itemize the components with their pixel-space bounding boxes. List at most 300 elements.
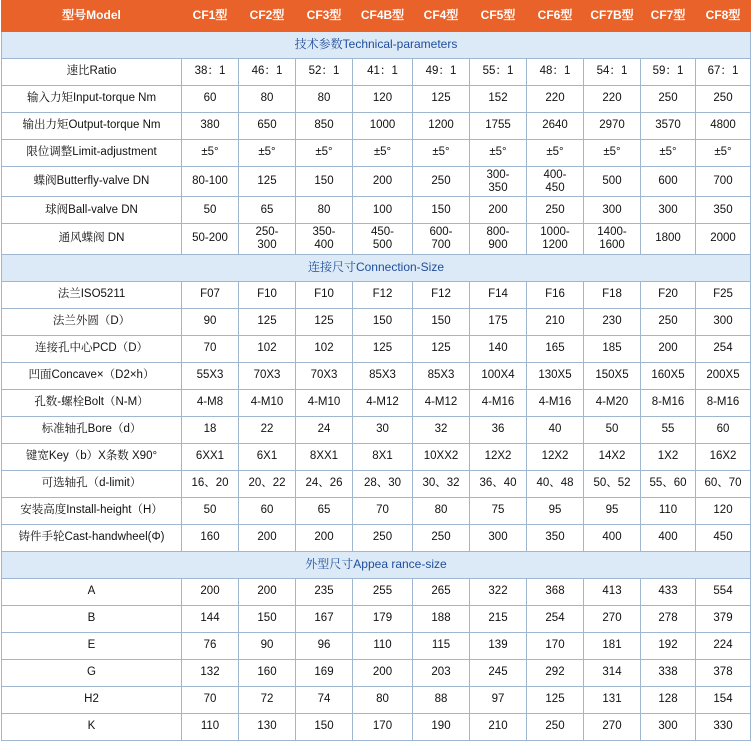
cell-value-line: 400 xyxy=(314,238,334,251)
cell-value-line: 500 xyxy=(372,238,393,251)
row-label: 输出力矩Output-torque Nm xyxy=(2,113,182,140)
cell-value: 67：1 xyxy=(696,59,751,86)
cell-value: 200 xyxy=(296,524,353,551)
cell-value: 650 xyxy=(239,113,296,140)
cell-value: F25 xyxy=(696,281,751,308)
cell-value: 4-M12 xyxy=(353,389,413,416)
cell-value: 130 xyxy=(239,713,296,740)
cell-value: 3570 xyxy=(641,113,696,140)
cell-value: 6X1 xyxy=(239,443,296,470)
cell-value: 338 xyxy=(641,659,696,686)
cell-value: 1000 xyxy=(353,113,413,140)
cell-value-line: 800- xyxy=(486,226,510,239)
table-row xyxy=(2,308,751,335)
cell-value: 120 xyxy=(353,86,413,113)
cell-value: 152 xyxy=(470,86,527,113)
cell-value: 300 xyxy=(470,524,527,551)
row-label: 输入力矩Input-torque Nm xyxy=(2,86,182,113)
cell-value: 50 xyxy=(182,197,239,224)
cell-value: 55、60 xyxy=(641,470,696,497)
cell-value: 379 xyxy=(696,605,751,632)
cell-value: 245 xyxy=(470,659,527,686)
row-label: H2 xyxy=(2,686,182,713)
table-row xyxy=(2,686,751,713)
cell-value: 433 xyxy=(641,578,696,605)
cell-value: 110 xyxy=(353,632,413,659)
table-row xyxy=(2,113,751,140)
cell-value: 50 xyxy=(182,497,239,524)
table-body xyxy=(2,1,751,741)
table-row xyxy=(2,659,751,686)
cell-value: 48：1 xyxy=(527,59,584,86)
cell-value: 300 xyxy=(584,197,641,224)
cell-value: F07 xyxy=(182,281,239,308)
cell-value: 70 xyxy=(182,686,239,713)
cell-value: 154 xyxy=(696,686,751,713)
header-column-5: CF4型 xyxy=(413,1,470,32)
cell-value: 200 xyxy=(182,578,239,605)
cell-value: ±5° xyxy=(696,140,751,167)
table-row xyxy=(2,167,751,197)
cell-value: 203 xyxy=(413,659,470,686)
cell-value: 254 xyxy=(696,335,751,362)
row-label: 速比Ratio xyxy=(2,59,182,86)
row-label: 连接孔中心PCD（D） xyxy=(2,335,182,362)
cell-value: 200 xyxy=(353,659,413,686)
cell-value: 210 xyxy=(470,713,527,740)
cell-value: 36、40 xyxy=(470,470,527,497)
cell-value-line: 400- xyxy=(543,169,567,181)
row-label: 法兰ISO5211 xyxy=(2,281,182,308)
row-label: 键宽Key（b）X条数 X90° xyxy=(2,443,182,470)
cell-value: 60 xyxy=(696,416,751,443)
cell-value-line: 1200 xyxy=(542,238,568,251)
header-column-9: CF7型 xyxy=(641,1,696,32)
cell-value: ±5° xyxy=(584,140,641,167)
cell-value: 165 xyxy=(527,335,584,362)
cell-value: 85X3 xyxy=(413,362,470,389)
cell-value: 102 xyxy=(239,335,296,362)
cell-value: 52：1 xyxy=(296,59,353,86)
cell-value: 80 xyxy=(353,686,413,713)
cell-value: 24 xyxy=(296,416,353,443)
cell-value: 125 xyxy=(239,167,296,197)
cell-value: 38：1 xyxy=(182,59,239,86)
table-row xyxy=(2,224,751,254)
cell-value: 150 xyxy=(413,197,470,224)
cell-value: 160X5 xyxy=(641,362,696,389)
row-label: B xyxy=(2,605,182,632)
header-column-10: CF8型 xyxy=(696,1,751,32)
cell-value: ±5° xyxy=(182,140,239,167)
cell-value xyxy=(296,224,353,254)
cell-value: 125 xyxy=(413,335,470,362)
cell-value: 170 xyxy=(353,713,413,740)
cell-value: 378 xyxy=(696,659,751,686)
cell-value: 125 xyxy=(239,308,296,335)
cell-value: 150 xyxy=(296,167,353,197)
cell-value: 368 xyxy=(527,578,584,605)
table-row xyxy=(2,362,751,389)
cell-value: 200 xyxy=(470,197,527,224)
table-row xyxy=(2,86,751,113)
cell-value: 265 xyxy=(413,578,470,605)
cell-value: 380 xyxy=(182,113,239,140)
cell-value: 413 xyxy=(584,578,641,605)
cell-value xyxy=(527,167,584,197)
table-row xyxy=(2,470,751,497)
cell-value: 150 xyxy=(353,308,413,335)
cell-value: 250 xyxy=(696,86,751,113)
cell-value-line: 450 xyxy=(545,181,565,194)
cell-value-line: 300- xyxy=(486,169,510,181)
cell-value: 181 xyxy=(584,632,641,659)
cell-value: 16X2 xyxy=(696,443,751,470)
cell-value xyxy=(527,224,584,254)
table-row xyxy=(2,281,751,308)
cell-value: 40、48 xyxy=(527,470,584,497)
cell-value: 46：1 xyxy=(239,59,296,86)
table-row xyxy=(2,497,751,524)
cell-value: 450 xyxy=(696,524,751,551)
row-label: 孔数-螺栓Bolt（N-M） xyxy=(2,389,182,416)
cell-value: 150X5 xyxy=(584,362,641,389)
cell-value: 160 xyxy=(239,659,296,686)
cell-value: 8X1 xyxy=(353,443,413,470)
cell-value: 10XX2 xyxy=(413,443,470,470)
cell-value: 185 xyxy=(584,335,641,362)
cell-value: 20、22 xyxy=(239,470,296,497)
cell-value: F14 xyxy=(470,281,527,308)
cell-value: 140 xyxy=(470,335,527,362)
table-row xyxy=(2,524,751,551)
cell-value: ±5° xyxy=(353,140,413,167)
cell-value: 1200 xyxy=(413,113,470,140)
row-label: 通风蝶阀 DN xyxy=(2,224,182,254)
table-row xyxy=(2,713,751,740)
cell-value: 40 xyxy=(527,416,584,443)
section-title: 外型尺寸Appea rance-size xyxy=(2,551,751,578)
cell-value: 200X5 xyxy=(696,362,751,389)
cell-value: 270 xyxy=(584,713,641,740)
cell-value: 1800 xyxy=(641,224,696,254)
cell-value: 278 xyxy=(641,605,696,632)
cell-value-line: 300 xyxy=(257,238,277,251)
cell-value: 4-M8 xyxy=(182,389,239,416)
cell-value: 200 xyxy=(353,167,413,197)
cell-value: 8-M16 xyxy=(641,389,696,416)
cell-value: 59：1 xyxy=(641,59,696,86)
cell-value: 70X3 xyxy=(296,362,353,389)
cell-value: 90 xyxy=(182,308,239,335)
section-header-row xyxy=(2,254,751,281)
cell-value: F18 xyxy=(584,281,641,308)
cell-value: 132 xyxy=(182,659,239,686)
cell-value: 80-100 xyxy=(182,167,239,197)
cell-value: 131 xyxy=(584,686,641,713)
cell-value: ±5° xyxy=(470,140,527,167)
row-label: 法兰外圆（D） xyxy=(2,308,182,335)
cell-value: F12 xyxy=(413,281,470,308)
cell-value: F10 xyxy=(239,281,296,308)
row-label: K xyxy=(2,713,182,740)
cell-value: 400 xyxy=(641,524,696,551)
cell-value: 115 xyxy=(413,632,470,659)
cell-value: 97 xyxy=(470,686,527,713)
cell-value: 2970 xyxy=(584,113,641,140)
cell-value: 100 xyxy=(353,197,413,224)
cell-value: 139 xyxy=(470,632,527,659)
cell-value: 300 xyxy=(641,197,696,224)
cell-value: 250 xyxy=(641,308,696,335)
cell-value: 55X3 xyxy=(182,362,239,389)
cell-value: 54：1 xyxy=(584,59,641,86)
cell-value: 65 xyxy=(239,197,296,224)
row-label: 球阀Ball-valve DN xyxy=(2,197,182,224)
table-row xyxy=(2,389,751,416)
cell-value: 50、52 xyxy=(584,470,641,497)
cell-value: 175 xyxy=(470,308,527,335)
cell-value xyxy=(584,224,641,254)
cell-value: F20 xyxy=(641,281,696,308)
cell-value-line: 900 xyxy=(488,238,508,251)
cell-value: 4-M16 xyxy=(470,389,527,416)
cell-value: 70 xyxy=(353,497,413,524)
cell-value: 322 xyxy=(470,578,527,605)
cell-value: 80 xyxy=(296,197,353,224)
cell-value: 4-M16 xyxy=(527,389,584,416)
cell-value: 49：1 xyxy=(413,59,470,86)
table-header-row xyxy=(2,1,751,32)
cell-value: ±5° xyxy=(641,140,696,167)
cell-value: 74 xyxy=(296,686,353,713)
header-column-8: CF7B型 xyxy=(584,1,641,32)
cell-value: 150 xyxy=(413,308,470,335)
cell-value: 250 xyxy=(413,167,470,197)
cell-value: 110 xyxy=(182,713,239,740)
cell-value: F12 xyxy=(353,281,413,308)
cell-value: ±5° xyxy=(239,140,296,167)
cell-value: 4-M10 xyxy=(239,389,296,416)
header-column-3: CF3型 xyxy=(296,1,353,32)
cell-value: 200 xyxy=(239,578,296,605)
table-row xyxy=(2,197,751,224)
cell-value: 200 xyxy=(239,524,296,551)
cell-value: 55 xyxy=(641,416,696,443)
section-title: 技术参数Technical-parameters xyxy=(2,32,751,59)
cell-value: 30 xyxy=(353,416,413,443)
cell-value: F10 xyxy=(296,281,353,308)
cell-value: 120 xyxy=(696,497,751,524)
header-column-6: CF5型 xyxy=(470,1,527,32)
cell-value: 128 xyxy=(641,686,696,713)
cell-value: 250 xyxy=(353,524,413,551)
cell-value: 72 xyxy=(239,686,296,713)
cell-value: 80 xyxy=(296,86,353,113)
cell-value: 36 xyxy=(470,416,527,443)
table-row xyxy=(2,335,751,362)
cell-value: 235 xyxy=(296,578,353,605)
cell-value: 314 xyxy=(584,659,641,686)
cell-value: 55：1 xyxy=(470,59,527,86)
cell-value: 220 xyxy=(584,86,641,113)
cell-value: 179 xyxy=(353,605,413,632)
cell-value: 85X3 xyxy=(353,362,413,389)
cell-value xyxy=(239,224,296,254)
cell-value-line: 250- xyxy=(255,226,279,239)
cell-value: 350 xyxy=(696,197,751,224)
cell-value: 14X2 xyxy=(584,443,641,470)
cell-value: 150 xyxy=(296,713,353,740)
cell-value: 32 xyxy=(413,416,470,443)
table-row xyxy=(2,140,751,167)
cell-value: 2000 xyxy=(696,224,751,254)
cell-value: 80 xyxy=(239,86,296,113)
cell-value: 160 xyxy=(182,524,239,551)
cell-value: 192 xyxy=(641,632,696,659)
cell-value: 400 xyxy=(584,524,641,551)
cell-value: 2640 xyxy=(527,113,584,140)
cell-value: 4-M20 xyxy=(584,389,641,416)
table-row xyxy=(2,59,751,86)
cell-value: 500 xyxy=(584,167,641,197)
cell-value: ±5° xyxy=(527,140,584,167)
cell-value: 169 xyxy=(296,659,353,686)
cell-value: 125 xyxy=(353,335,413,362)
cell-value: 130X5 xyxy=(527,362,584,389)
cell-value: 60、70 xyxy=(696,470,751,497)
header-column-2: CF2型 xyxy=(239,1,296,32)
cell-value: 188 xyxy=(413,605,470,632)
section-title: 连接尺寸Connection-Size xyxy=(2,254,751,281)
cell-value: 250 xyxy=(413,524,470,551)
cell-value: 170 xyxy=(527,632,584,659)
cell-value: 1X2 xyxy=(641,443,696,470)
cell-value: 215 xyxy=(470,605,527,632)
section-header-row xyxy=(2,32,751,59)
cell-value: 150 xyxy=(239,605,296,632)
cell-value: 125 xyxy=(296,308,353,335)
header-column-7: CF6型 xyxy=(527,1,584,32)
cell-value: 76 xyxy=(182,632,239,659)
cell-value: 250 xyxy=(641,86,696,113)
cell-value-line: 450- xyxy=(370,226,395,239)
cell-value: 300 xyxy=(641,713,696,740)
cell-value: 96 xyxy=(296,632,353,659)
row-label: 凹面Concave×（D2×h） xyxy=(2,362,182,389)
cell-value: 75 xyxy=(470,497,527,524)
cell-value: 70X3 xyxy=(239,362,296,389)
row-label: 蝶阀Butterfly-valve DN xyxy=(2,167,182,197)
cell-value xyxy=(353,224,413,254)
cell-value-line: 700 xyxy=(431,238,451,251)
cell-value: 350 xyxy=(527,524,584,551)
cell-value: ±5° xyxy=(296,140,353,167)
cell-value: 190 xyxy=(413,713,470,740)
cell-value: 850 xyxy=(296,113,353,140)
cell-value: 254 xyxy=(527,605,584,632)
cell-value: 60 xyxy=(182,86,239,113)
cell-value: 200 xyxy=(641,335,696,362)
cell-value-line: 1600 xyxy=(599,238,625,251)
cell-value: 4800 xyxy=(696,113,751,140)
cell-value xyxy=(413,224,470,254)
table-row xyxy=(2,578,751,605)
cell-value-line: 350 xyxy=(488,181,508,194)
table-row xyxy=(2,632,751,659)
cell-value: 24、26 xyxy=(296,470,353,497)
cell-value: 88 xyxy=(413,686,470,713)
cell-value: 50 xyxy=(584,416,641,443)
cell-value: 80 xyxy=(413,497,470,524)
table-row xyxy=(2,605,751,632)
cell-value: 255 xyxy=(353,578,413,605)
cell-value: 330 xyxy=(696,713,751,740)
table-row xyxy=(2,443,751,470)
cell-value: 95 xyxy=(584,497,641,524)
cell-value-line: 350- xyxy=(312,226,336,239)
cell-value: 125 xyxy=(413,86,470,113)
cell-value: 28、30 xyxy=(353,470,413,497)
cell-value: 230 xyxy=(584,308,641,335)
row-label: A xyxy=(2,578,182,605)
cell-value: 41：1 xyxy=(353,59,413,86)
cell-value: 250 xyxy=(527,713,584,740)
cell-value: 65 xyxy=(296,497,353,524)
header-column-1: CF1型 xyxy=(182,1,239,32)
cell-value: 167 xyxy=(296,605,353,632)
cell-value: 270 xyxy=(584,605,641,632)
cell-value: 4-M12 xyxy=(413,389,470,416)
table-row xyxy=(2,416,751,443)
row-label: 限位调整Limit-adjustment xyxy=(2,140,182,167)
row-label: 标准轴孔Bore（d） xyxy=(2,416,182,443)
row-label: 铸件手轮Cast-handwheel(Φ) xyxy=(2,524,182,551)
cell-value: 8XX1 xyxy=(296,443,353,470)
specification-table xyxy=(1,0,751,741)
cell-value: 95 xyxy=(527,497,584,524)
cell-value-line: 1400- xyxy=(597,226,627,239)
cell-value: 300 xyxy=(696,308,751,335)
row-label: 安装高度Install-height（H） xyxy=(2,497,182,524)
cell-value: 600 xyxy=(641,167,696,197)
section-header-row xyxy=(2,551,751,578)
cell-value: 102 xyxy=(296,335,353,362)
cell-value: 12X2 xyxy=(470,443,527,470)
header-model-label: 型号Model xyxy=(2,1,182,32)
cell-value: 224 xyxy=(696,632,751,659)
cell-value: 6XX1 xyxy=(182,443,239,470)
cell-value: 100X4 xyxy=(470,362,527,389)
cell-value: 210 xyxy=(527,308,584,335)
cell-value: 22 xyxy=(239,416,296,443)
cell-value: 50-200 xyxy=(182,224,239,254)
cell-value xyxy=(470,167,527,197)
cell-value: 292 xyxy=(527,659,584,686)
cell-value xyxy=(470,224,527,254)
cell-value: 250 xyxy=(527,197,584,224)
cell-value: 220 xyxy=(527,86,584,113)
cell-value: 700 xyxy=(696,167,751,197)
cell-value: 60 xyxy=(239,497,296,524)
cell-value: 110 xyxy=(641,497,696,524)
cell-value: 30、32 xyxy=(413,470,470,497)
cell-value: 18 xyxy=(182,416,239,443)
row-label: G xyxy=(2,659,182,686)
cell-value-line: 600- xyxy=(429,226,453,239)
header-column-4: CF4B型 xyxy=(353,1,413,32)
cell-value: 125 xyxy=(527,686,584,713)
